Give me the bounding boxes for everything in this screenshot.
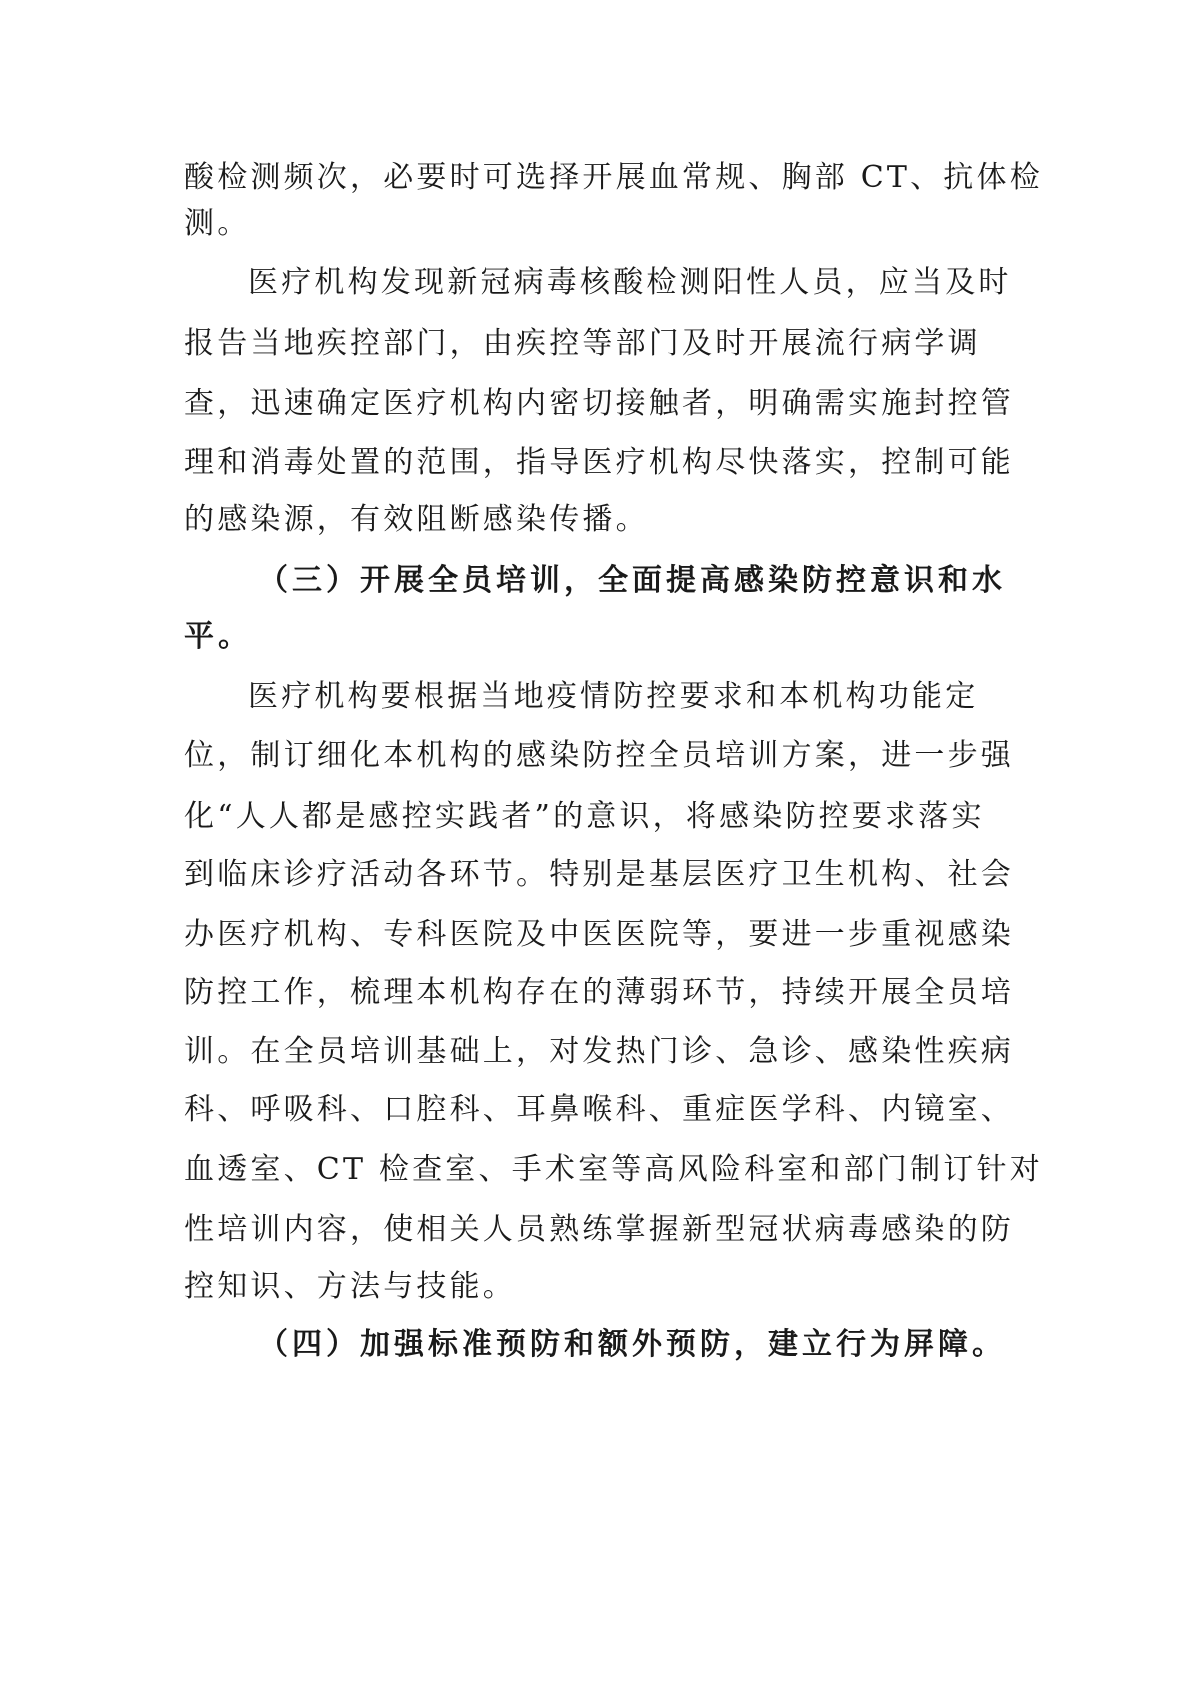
section-heading-continued: 平。 bbox=[184, 619, 252, 654]
body-line: 到临床诊疗活动各环节。特别是基层医疗卫生机构、社会 bbox=[184, 857, 1014, 892]
section-heading: （四）加强标准预防和额外预防，建立行为屏障。 bbox=[258, 1327, 1006, 1362]
body-line: 办医疗机构、专科医院及中医医院等，要进一步重视感染 bbox=[184, 917, 1014, 952]
body-line: 血透室、CT 检查室、手术室等高风险科室和部门制订针对 bbox=[184, 1152, 1043, 1187]
body-line: 报告当地疾控部门，由疾控等部门及时开展流行病学调 bbox=[184, 326, 981, 361]
body-line: 化“人人都是感控实践者”的意识，将感染防控要求落实 bbox=[184, 799, 985, 834]
body-line: 控知识、方法与技能。 bbox=[184, 1269, 516, 1304]
section-heading: （三）开展全员培训，全面提高感染防控意识和水 bbox=[258, 563, 1006, 598]
body-line: 查，迅速确定医疗机构内密切接触者，明确需实施封控管 bbox=[184, 386, 1014, 421]
body-line: 防控工作，梳理本机构存在的薄弱环节，持续开展全员培 bbox=[184, 975, 1014, 1010]
paragraph-first-line: 医疗机构要根据当地疫情防控要求和本机构功能定 bbox=[248, 679, 979, 714]
body-line: 性培训内容，使相关人员熟练掌握新型冠状病毒感染的防 bbox=[184, 1212, 1014, 1247]
body-line: 酸检测频次，必要时可选择开展血常规、胸部 CT、抗体检 bbox=[184, 160, 1043, 195]
paragraph-first-line: 医疗机构发现新冠病毒核酸检测阳性人员，应当及时 bbox=[248, 265, 1012, 300]
body-line: 的感染源，有效阻断感染传播。 bbox=[184, 502, 649, 537]
body-line: 理和消毒处置的范围，指导医疗机构尽快落实，控制可能 bbox=[184, 445, 1014, 480]
body-line: 位，制订细化本机构的感染防控全员培训方案，进一步强 bbox=[184, 738, 1014, 773]
body-line: 科、呼吸科、口腔科、耳鼻喉科、重症医学科、内镜室、 bbox=[184, 1092, 1014, 1127]
body-line: 训。在全员培训基础上，对发热门诊、急诊、感染性疾病 bbox=[184, 1034, 1014, 1069]
body-line: 测。 bbox=[184, 206, 251, 241]
